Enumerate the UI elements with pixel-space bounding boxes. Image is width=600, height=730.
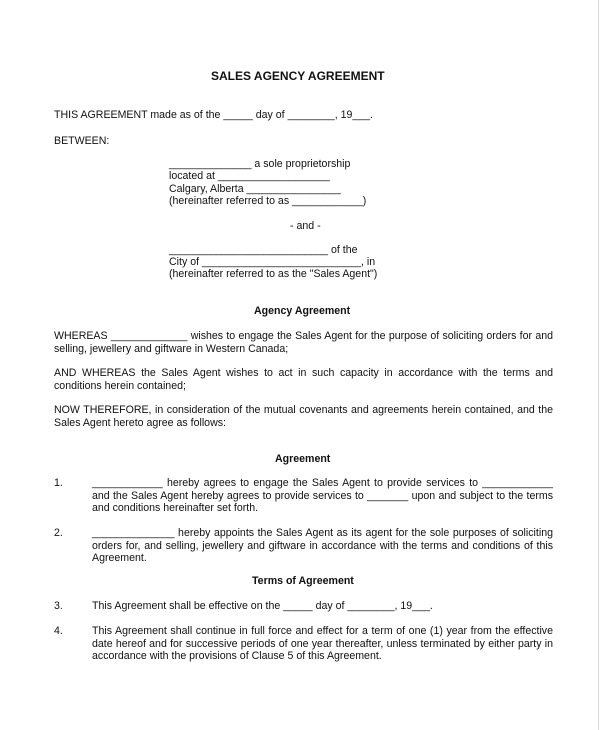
party-two-line: City of ___________________________, in bbox=[169, 256, 376, 268]
clause-number: 4. bbox=[54, 625, 63, 637]
recital-paragraph: NOW THEREFORE, in consideration of the mutual covenants and agreements herein contained, and the Sales Agent hereto agree as follows: bbox=[54, 404, 553, 429]
clause-text: ______________ hereby appoints the Sales Agent as its agent for the sole purposes of soliciting orders for, and selling, jewellery and giftware in accordance with the terms and conditions of this Agreement. bbox=[92, 527, 553, 564]
party-one-line: ______________ a sole proprietorship bbox=[169, 158, 351, 170]
and-separator: - and - bbox=[290, 220, 321, 232]
recital-paragraph: AND WHEREAS the Sales Agent wishes to act in such capacity in accordance with the terms and conditions herein contained; bbox=[54, 367, 553, 392]
clause-text: ____________ hereby agrees to engage the Sales Agent to provide services to ____________ and the Sales Agent hereby agrees to provide services to _______ upon and subject to the terms and conditions hereinafter set forth. bbox=[92, 477, 553, 514]
clause-text: This Agreement shall be effective on the _____ day of ________, 19___. bbox=[92, 600, 433, 612]
party-two-line: (hereinafter referred to as the "Sales Agent") bbox=[169, 268, 378, 280]
party-one-line: (hereinafter referred to as ____________) bbox=[169, 195, 367, 207]
party-two-line: ___________________________ of the bbox=[169, 244, 358, 256]
recital-paragraph: WHEREAS _____________ wishes to engage the Sales Agent for the purpose of soliciting orders for and selling, jewellery and giftware in Western Canada; bbox=[54, 330, 553, 355]
agreement-heading: Agreement bbox=[275, 453, 331, 465]
clause-number: 3. bbox=[54, 600, 63, 612]
party-one-line: located at ___________________ bbox=[169, 170, 330, 182]
intro-line: THIS AGREEMENT made as of the _____ day of ________, 19___. bbox=[54, 109, 373, 121]
between-label: BETWEEN: bbox=[54, 135, 110, 147]
agency-agreement-heading: Agency Agreement bbox=[254, 305, 351, 317]
document-title: SALES AGENCY AGREEMENT bbox=[211, 69, 385, 83]
clause-number: 2. bbox=[54, 527, 63, 539]
party-one-line: Calgary, Alberta ________________ bbox=[169, 183, 341, 195]
terms-of-agreement-heading: Terms of Agreement bbox=[252, 575, 354, 587]
clause-number: 1. bbox=[54, 477, 63, 489]
clause-text: This Agreement shall continue in full force and effect for a term of one (1) year from the effective date hereof and for successive periods of one year thereafter, unless terminated by either party in accordance with the provisions of Clause 5 of this Agreement. bbox=[92, 625, 553, 662]
